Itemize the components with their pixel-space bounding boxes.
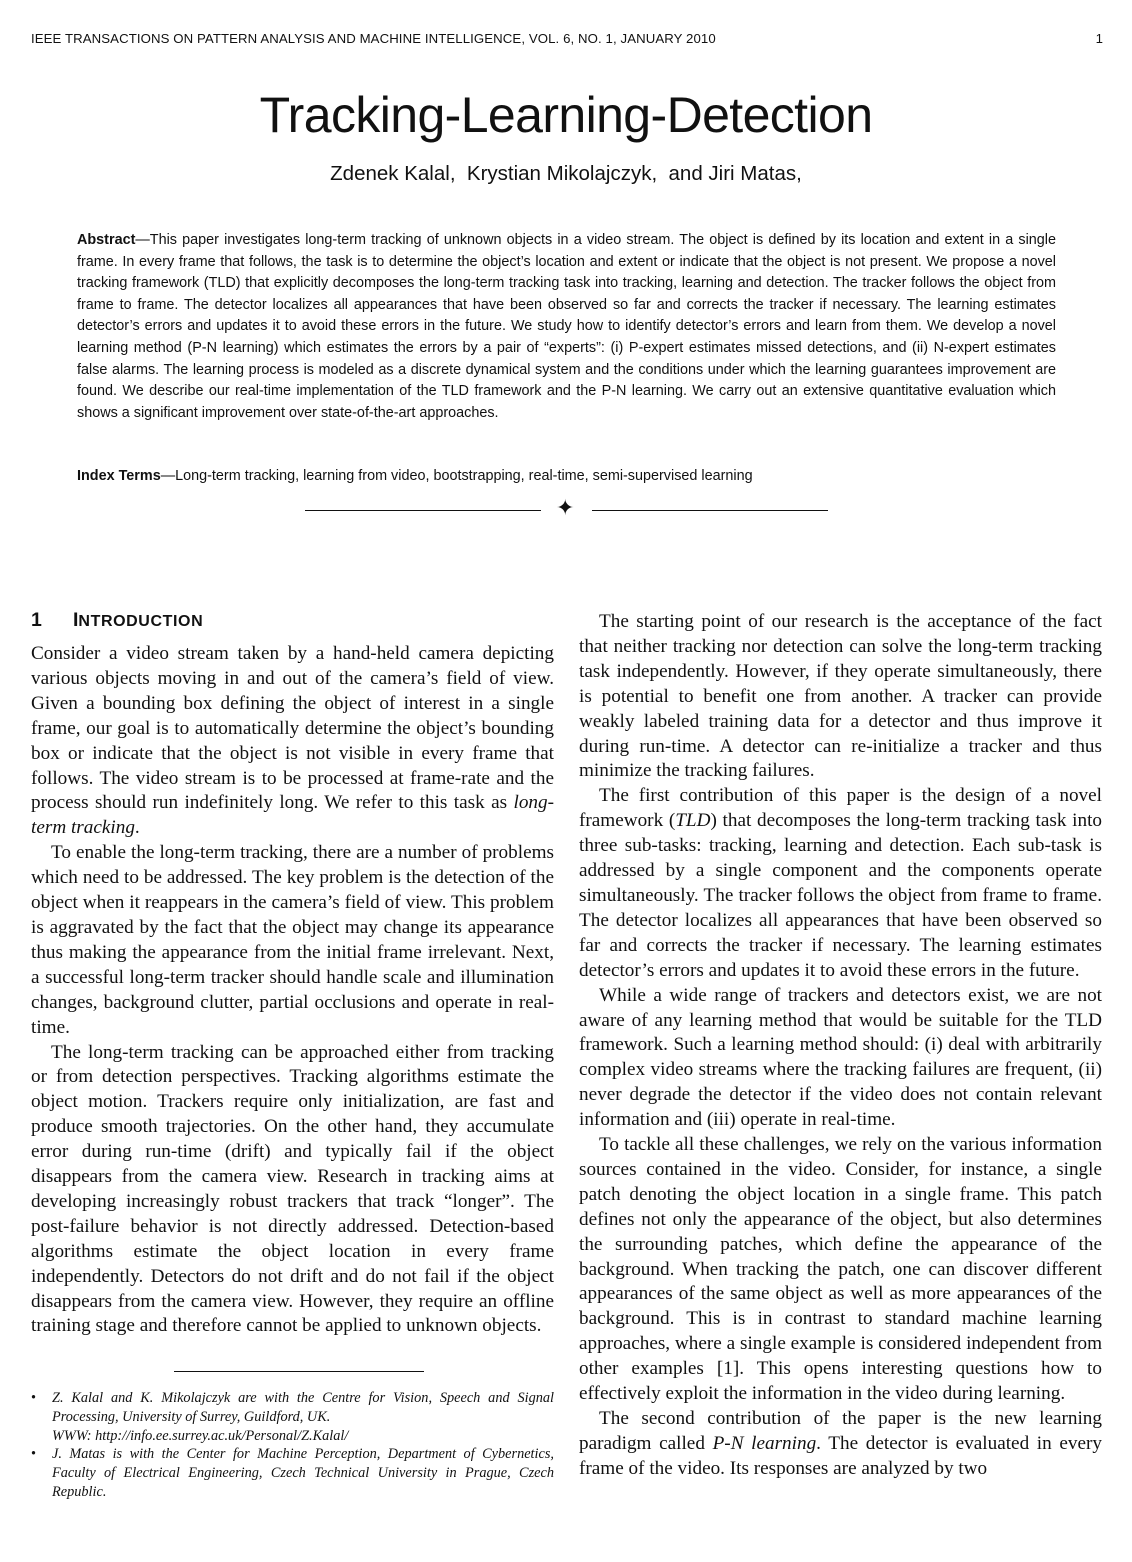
section-title-initial: I <box>73 609 79 631</box>
right-column <box>579 610 1102 1482</box>
paragraph-text: The second contribution of the paper is the new learning paradigm called <box>579 1408 1102 1454</box>
footnotes <box>31 1389 554 1502</box>
divider-line-left <box>305 510 541 511</box>
abstract-text: —This paper investigates long-term tracking of unknown objects in a video stream. The object is defined by its location and extent in a single frame. In every frame that follows, the task is to determine the object’s location and extent or indicate that the object is not present. We propose a novel tracking framework (TLD) that explicitly decomposes the long-term tracking task into tracking, learning and detection. The tracker follows the object from frame to frame. The detector localizes all appearances that have been observed so far and corrects the tracker if necessary. The learning estimates detector’s errors and updates it to avoid these errors in the future. We study how to identify detector’s errors and learn from them. We develop a novel learning method (P-N learning) which estimates the errors by a pair of “experts”: (i) P-expert estimates missed detections, and (ii) N-expert estimates false alarms. The learning process is modeled as a discrete dynamical system and the conditions under which the learning guarantees improvement are found. We describe our real-time implementation of the TLD framework and the P-N learning. We carry out an extensive quantitative evaluation which shows a significant improvement over state-of-the-art approaches. <box>77 232 1056 421</box>
paragraph-text: . The detector is evaluated in every frame of the video. Its responses are analyzed by two <box>579 1432 1102 1479</box>
footnote-bullet: • <box>31 1390 37 1406</box>
footnote-text: Z. Kalal and K. Mikolajczyk are with the Centre for Vision, Speech and Signal Processing, University of Surrey, Guildford, UK. <box>52 1390 554 1425</box>
emphasis-term: P-N learning <box>712 1432 817 1454</box>
section-divider <box>0 496 1132 522</box>
index-terms-text: —Long-term tracking, learning from video, bootstrapping, real-time, semi-supervised learning <box>160 468 753 484</box>
intro-paragraph-1 <box>31 642 554 841</box>
abstract <box>77 230 1056 424</box>
footnote-text: J. Matas is with the Center for Machine Perception, Department of Cybernetics, Faculty of Electrical Engineering, Czech Technical University in Prague, Czech Republic. <box>52 1446 554 1500</box>
paragraph-text: ) that decomposes the long-term tracking task into three sub-tasks: tracking, learning and detection. Each sub-task is addressed by a single component and the components operate simultaneously. The tracker follows the object from frame to frame. The detector localizes all appearances that have been observed so far and corrects the tracker if necessary. The learning estimates detector’s errors and updates it to avoid these errors in the future. <box>579 810 1103 981</box>
paragraph-text: The first contribution of this paper is the design of a novel framework ( <box>579 785 1102 832</box>
section-heading-introduction <box>31 609 203 632</box>
index-terms-label: Index Terms <box>77 468 161 484</box>
intro-paragraph-4: The starting point of our research is the acceptance of the fact that neither tracking nor detection can solve the long-term tracking task independently. However, if they operate simultaneously, there is potential to benefit one from another. A tracker can provide weakly labeled training data for a detector and thus improve it during run-time. A detector can re-initialize a tracker and thus minimize the tracking failures. <box>579 611 1102 782</box>
abstract-label: Abstract <box>77 232 136 248</box>
divider-line-right <box>592 510 828 511</box>
paragraph-text: . <box>134 817 140 839</box>
index-terms <box>77 466 1056 486</box>
paragraph-text: Consider a video stream taken by a hand-held camera depicting various objects moving in and out of the camera’s field of view. Given a bounding box defining the object of interest in a single frame, our goal is to automatically determine the object’s bounding box or indicate that the object is not visible in every frame that follows. The video stream is to be processed at frame-rate and the process should run indefinitely long. We refer to this task as <box>31 643 554 814</box>
intro-paragraph-5 <box>579 784 1102 983</box>
section-title-rest: NTRODUCTION <box>78 613 204 630</box>
paper-title: Tracking-Learning-Detection <box>259 87 873 143</box>
intro-paragraph-2: To enable the long-term tracking, there are a number of problems which need to be addressed. The key problem is the detection of the object when it reappears in the camera’s field of view. This problem is aggravated by the fact that the object may change its appearance thus making the appearance from the initial frame irrelevant. Next, a successful long-term tracker should handle scale and illumination changes, background clutter, partial occlusions and operate in real-time. <box>31 842 554 1038</box>
author-list: Zdenek Kalal, Krystian Mikolajczyk, and Jiri Matas, <box>330 162 802 185</box>
emphasis-term: long-term tracking <box>31 792 554 839</box>
intro-paragraph-6: While a wide range of trackers and detectors exist, we are not aware of any learning method that would be suitable for the TLD framework. Such a learning method should: (i) deal with arbitrarily complex video streams where the tracking failures are frequent, (ii) never degrade the detector if the video does not contain relevant information and (iii) operate in real-time. <box>579 984 1102 1131</box>
footnote-affiliation-2 <box>31 1445 554 1501</box>
intro-paragraph-8 <box>579 1407 1102 1482</box>
emphasis-term: TLD <box>675 810 711 832</box>
intro-paragraph-3: The long-term tracking can be approached either from tracking or from detection perspectives. Tracking algorithms estimate the object motion. Trackers require only initialization, are fast and produce smooth trajectories. On the other hand, they accumulate error during run-time (drift) and typically fail if the object disappears from the camera view. Research in tracking aims at developing increasingly robust trackers that track “longer”. The post-failure behavior is not directly addressed. Detection-based algorithms estimate the object location in every frame independently. Detectors do not drift and do not fail if the object disappears from the camera view. However, they require an offline training stage and therefore cannot be applied to unknown objects. <box>31 1041 554 1337</box>
left-column <box>31 642 554 1339</box>
divider-diamond-icon: ✦ <box>556 496 575 521</box>
page-number: 1 <box>1095 31 1103 46</box>
section-number: 1 <box>31 609 42 631</box>
footnote-url: WWW: http://info.ee.surrey.ac.uk/Personal/Z.Kalal/ <box>52 1427 349 1444</box>
footnote-affiliation-1 <box>31 1389 554 1445</box>
footnote-rule <box>174 1371 424 1372</box>
footnote-bullet: • <box>31 1446 37 1463</box>
journal-citation: IEEE TRANSACTIONS ON PATTERN ANALYSIS AND MACHINE INTELLIGENCE, VOL. 6, NO. 1, JANUARY 2010 <box>31 31 716 46</box>
intro-paragraph-7: To tackle all these challenges, we rely on the various information sources contained in the video. Consider, for instance, a single patch denoting the object location in a single frame. This patch defines not only the appearance of the object, but also determines the surrounding patches, which define the appearance of the background. When tracking the patch, one can discover different appearances of the same object as well as more appearances of the background. This is in contrast to standard machine learning approaches, where a single example is considered independent from other examples [1]. This opens interesting questions how to effectively exploit the information in the video during learning. <box>579 1134 1102 1405</box>
